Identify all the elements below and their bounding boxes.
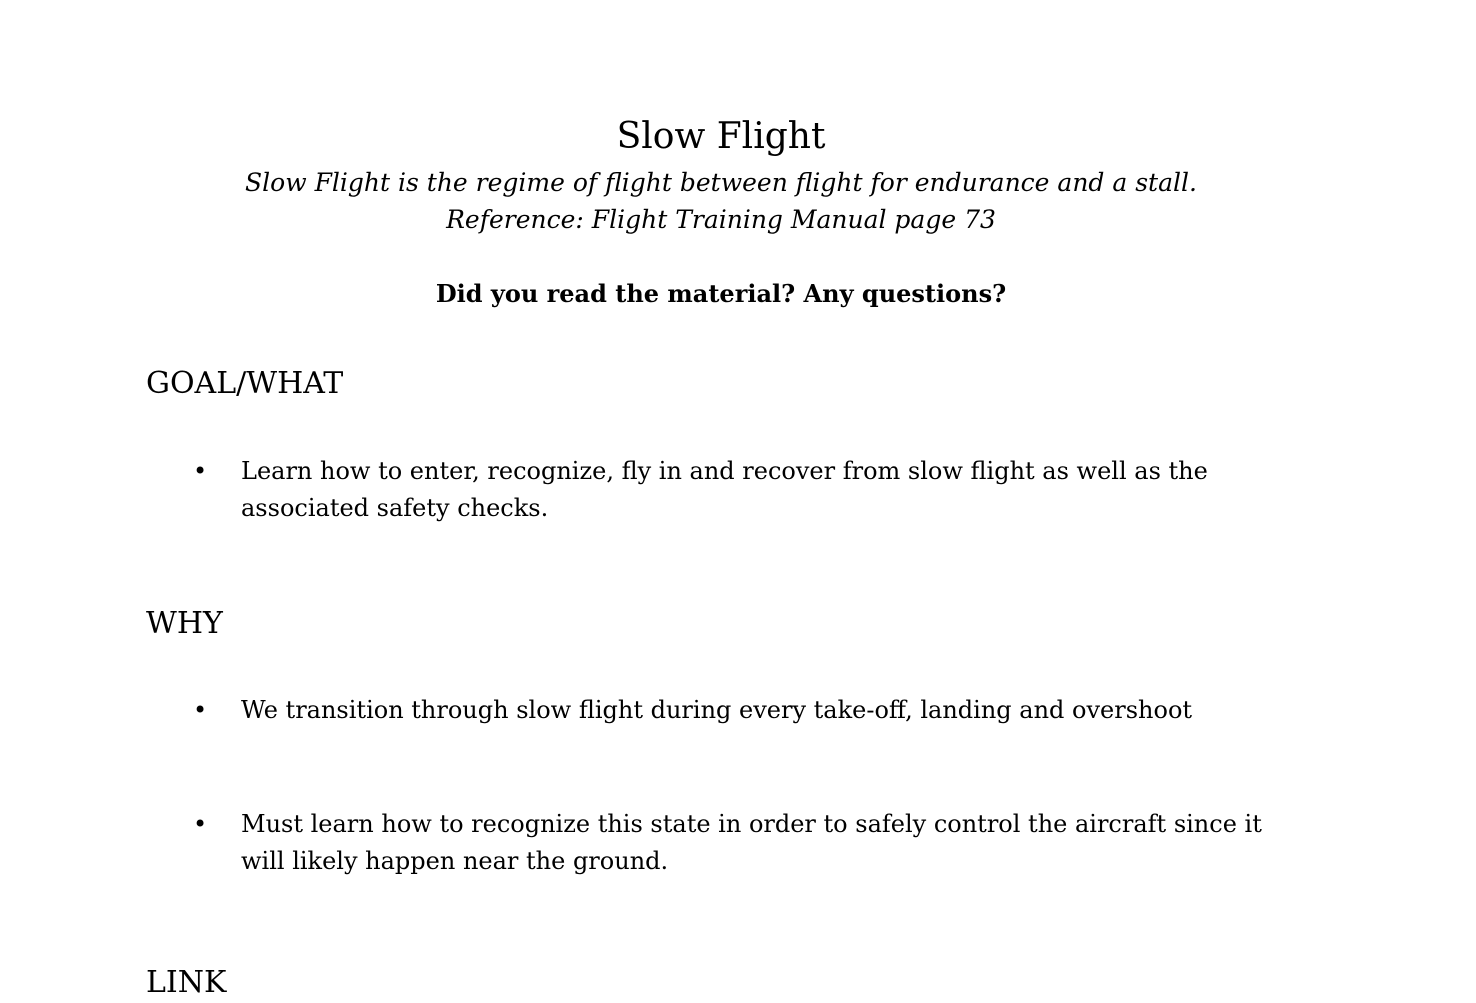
document-subtitle-definition: Slow Flight is the regime of flight between flight for endurance and a stall. [245, 168, 1197, 197]
section-heading-link: LINK [146, 965, 227, 1000]
bullet-text: Must learn how to recognize this state in order to safely control the aircraft since it will likely happen near the ground. [241, 810, 1262, 875]
bullet-icon: • [193, 810, 208, 838]
document-title: Slow Flight [616, 116, 826, 157]
document-subtitle-reference: Reference: Flight Training Manual page 73 [446, 205, 996, 234]
section-heading-goal-what: GOAL/WHAT [146, 366, 344, 401]
section-heading-why: WHY [146, 606, 223, 641]
review-prompt: Did you read the material? Any questions? [435, 279, 1007, 308]
bullet-text: Learn how to enter, recognize, fly in and recover from slow flight as well as the associated safety checks. [241, 457, 1208, 522]
bullet-icon: • [193, 457, 208, 485]
bullet-text: We transition through slow flight during every take-off, landing and overshoot [241, 696, 1193, 724]
bullet-icon: • [193, 696, 208, 724]
